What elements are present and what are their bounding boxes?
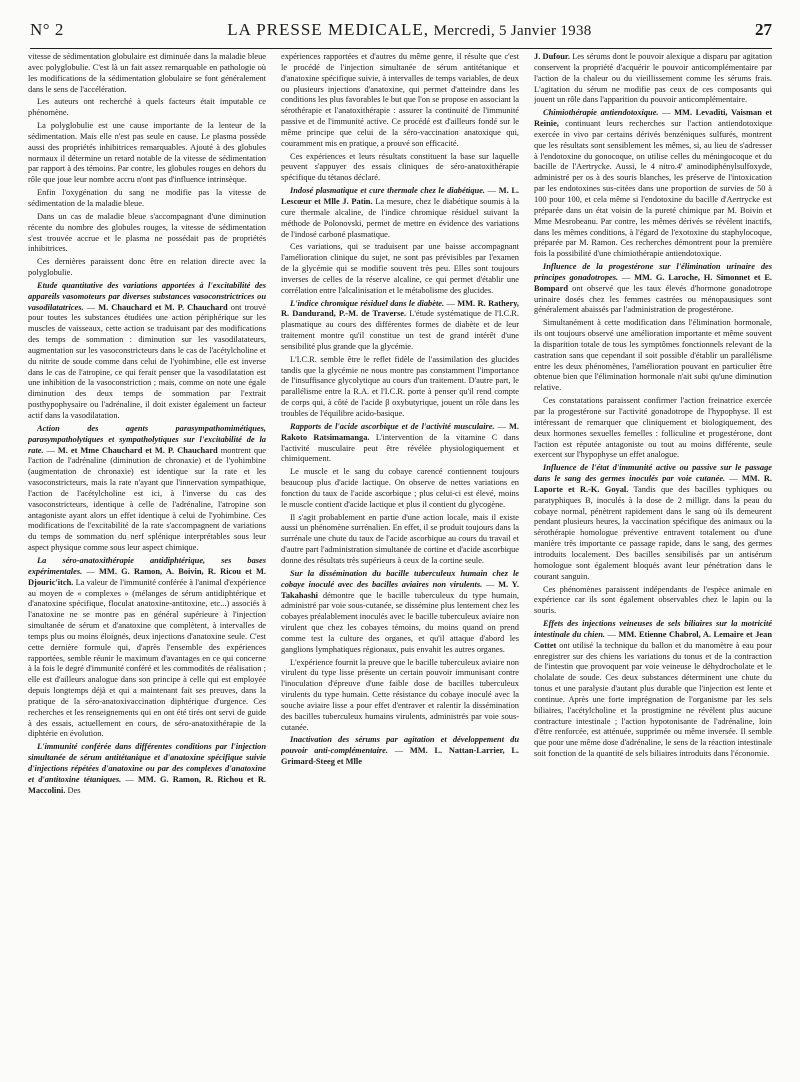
communication-text: L'étude systématique de l'I.C.R. plasmatique au cours des différentes formes de diabète et de leur traitement montre qu'il constitue un test de grand intérêt d'une sensibilité plus grande que la glycémie. xyxy=(281,309,519,351)
communication-title: Rapports de l'acide ascorbique et de l'activité musculaire. xyxy=(290,421,495,431)
paragraph: vitesse de sédimentation globulaire est diminuée dans la maladie bleue avec polyglobulie. C'est là un fait assez remarquable en pathologie où les modifications de la sédimentation globulaire se font généralement dans le sens de l'accélération. xyxy=(28,52,266,94)
column-1 xyxy=(28,52,266,1077)
communication-text: Des xyxy=(67,785,81,795)
paragraph: L'I.C.R. semble être le reflet fidèle de l'assimilation des glucides tandis que la glycémie ne nous montre pas constamment l'importance de l'insuffisance glycolytique au cours d'un traitement. D'autre part, le parallélisme entre la R.A. et l'I.C.R. porte à penser qu'il rend compte de corps qui, à côté de l'acide β oxybutyrique, jouent un rôle dans les troubles de l'équilibre acido-basique. xyxy=(281,354,519,418)
communication-text: continuant leurs recherches sur l'action antiendotoxique exercée in vivo par certains dérivés benzéniques sulfurés, montrent que les résultats sont sensiblement les mêmes, si, au lieu de s'adresser à l'endotoxine du gonocoque, on utilise celles du méningocoque et du bacille de l'Aertrycke. Aussi, le 4 nitro.4' aminodiphénylsulfoxyde, administré per os à des souris blanches, les préserve de l'intoxication par les endotoxines sus-citées dans une proportion de survies de 50 à 100 pour 100, et cela même si l'endotoxine du bacille d'Aertrycke est préparée dans un état voisin de la pureté chimique par M. Boivin et Mme Mesrobeanu. Par contre, les mêmes dérivés se révèlent inactifs, dans les mêmes conditions, à l'égard de l'exotoxine du staphylocoque, préparée par M. Ramon. Ces recherches démontrent pour la première fois la possibilité d'une chimiothérapie antiendotoxique. xyxy=(534,119,772,259)
communication: Action des agents parasympathomimétiques, parasympatholytiques et sympatholytiques sur l'excitabilité de la rate. — M. et Mme Chauchard et M. P. Chauchard montrent que l'action de l'adrénaline (diminution de chronaxie) et de l'yohimbine (augmentation de chronaxie) est identique sur la rate et les vasoconstricteurs, mais la rate n'ayant que l'innervation sympathique, l'action de l'acétylcholine est ici, à l'inverse du cas des vasoconstricteurs, identique à celle de l'adrénaline, l'atropine son antagoniste ayant alors un effet identique à celui de l'yohimbine. Ces modifications de l'excitabilité de la rate s'accompagnent de variations du temps de sommation du nerf splénique interprétables sous leur aspect physique comme sous leur aspect chimique. xyxy=(28,423,266,553)
communication: Sur la dissémination du bacille tuberculeux humain chez le cobaye inoculé avec des bacilles aviaires non virulents. — M. Y. Takahashi démontre que le bacille tuberculeux du type humain, administré par voie sous-cutanée, se dissémine plus lentement chez les cobayes préalablement inoculés avec le bacille tuberculeux aviaire non virulent que chez les cobayes témoins, du moins quand on prend comme test la culture des organes, et qu'il attaque d'abord les ganglions lymphatiques régionaux, puis envahit les autres organes. xyxy=(281,568,519,654)
communication-title: Influence de la progestérone sur l'élimination urinaire des principes gonadotropes. xyxy=(534,262,772,282)
communication-authors: M. Chauchard et M. P. Chauchard xyxy=(98,302,228,312)
paragraph: Les auteurs ont recherché à quels facteurs était imputable ce phénomène. xyxy=(28,97,266,118)
column-3 xyxy=(534,52,772,1077)
page-header xyxy=(30,20,772,49)
communication-authors: MM. Etienne Chabrol, A. Lemaire et Jean Cottet xyxy=(534,629,772,650)
communication-authors: M. Rakoto Ratsimamanga. xyxy=(281,421,519,442)
paragraph: expériences rapportées et d'autres du même genre, il résulte que c'est le procédé de l'injection simultanée de sérum antitétanique et d'anatoxine spécifique suivie, à intervalles de temps variables, de deux ou plusieurs injections d'anatoxine, qui permet d'atteindre dans les conditions les plus favorables le but que l'on se propose en associant la sérothérapie et l'anatoxithérapie : assurer la continuité de l'immunité passive et de l'immunité active. Ce procédé est d'ailleurs fondé sur le même principe que celui de la séro-vaccination anatoxique qui, couramment mis en pratique, a prouvé son efficacité. xyxy=(281,52,519,148)
communication-title: L'immunité conférée dans différentes conditions par l'injection simultanée de sérum antitétanique et d'anatoxine spécifique suivie d'injections répétées d'anatoxine ou par des complexes d'anatoxine et d'antitoxine tétaniques. xyxy=(28,742,266,784)
communication-authors: MM. R. Rathery, R. Dandurand, P.-M. de Traverse. xyxy=(281,298,519,319)
page-number: 27 xyxy=(755,20,772,39)
communication-authors: M. et Mme Chauchard et M. P. Chauchard xyxy=(57,445,218,455)
communication-authors: J. Dufour. xyxy=(534,52,570,61)
communication-authors: MM. G. Ramon, R. Richou et R. Maccolini. xyxy=(28,774,266,795)
communication-text: montrent que l'action de l'adrénaline (diminution de chronaxie) et de l'yohimbine (augmentation de chronaxie) est identique sur la rate et les vasoconstricteurs, mais la rate n'ayant que l'innervation sympathique, l'action de l'acétylcholine est ici, à l'inverse du cas des vasoconstricteurs, identique à celle de l'adrénaline, l'atropine son antagoniste ayant alors un effet identique à celui de l'yohimbine. Ces modifications de l'excitabilité de la rate s'accompagnent de variations du temps de sommation du nerf splénique interprétables sous leur aspect physique comme sous leur aspect chimique. xyxy=(28,445,266,553)
communication-text: ont utilisé la technique du ballon et du manomètre à eau pour enregistrer sur des chiens les variations du tonus et de la contraction de l'intestin que provoquent par voie veineuse le déhydrocholate et le cholalate de soude. Ces deux substances déterminent une chute du tonus et une paralysie d'autant plus durable que l'injection est lente et continue. Après une forte imprégnation de l'organisme par les sels biliaires, l'acétylcholine et la prostigmine ne révèlent plus aucune contracture intestinale ; l'action hypotonisante de l'adrénaline, loin d'être renforcée, est atténuée, supprimée ou même inversée. Il semble que pour une même dose d'adrénaline, le sens de la réaction intestinale soit fonction de la quantité de sels biliaires introduits dans l'économie. xyxy=(534,640,772,759)
paragraph: Ces constatations paraissent confirmer l'action freinatrice exercée par la progestérone sur l'activité gonadotrope de l'hypophyse. Il est intéressant de remarquer que cliniquement et biologiquement, des deux hormones sexuelles femelles : folliculine et progestérone, dont l'action est réputée antagoniste ou tout au moins différente, seule exercent sur l'hypophyse un effet analogue. xyxy=(534,396,772,460)
communication-authors: MM. L. Nattan-Larrier, L. Grimard-Steeg et Mlle xyxy=(281,746,519,767)
communication-title: Chimiothérapie antiendotoxique. xyxy=(543,108,659,118)
article-columns xyxy=(28,52,772,1077)
communication-authors: MM. G. Laroche, H. Simonnet et E. Bompard xyxy=(534,272,772,293)
paragraph: Ces dernières paraissent donc être en relation directe avec la polyglobulie. xyxy=(28,257,266,278)
communication-title: Indosé plasmatique et cure thermale chez le diabétique. xyxy=(290,186,486,196)
communication-title: Sur la dissémination du bacille tuberculeux humain chez le cobaye inoculé avec des bacilles aviaires non virulents. xyxy=(281,568,519,589)
communication: Etude quantitative des variations apportées à l'excitabilité des appareils vasomoteurs par diverses substances vasoconstrictrices ou vasodilatatrices. — M. Chauchard et M. P. Chauchard ont trouvé pour toutes les substances étudiées une action périphérique sur les muscles de vaisseaux, cette action se traduisant par des modifications des temps de sommation : diminution sur les vasodilatateurs, augmentation sur les vasoconstricteurs dans le cas de l'acétylcholine et du nitrite de soude comme dans celui de l'yohimbine, elle est inverse dans le cas de l'atropine, ce qui ferait penser que la vasodilatation est une inhibition de la vasoconstriction ; mais, comme on note une égale diminution des deux temps de sommation par l'extrait posthypophysaire ou l'adrénaline, il doit exister également un facteur actif dans la vasodilatation. xyxy=(28,280,266,420)
communication-title: Effets des injections veineuses de sels biliaires sur la motricité intestinale du chien. xyxy=(534,619,772,639)
issue-date: Mercredi, 5 Janvier 1938 xyxy=(433,23,592,39)
communication-authors: MM. G. Ramon, A. Boivin, R. Ricou et M. Djouric'itch. xyxy=(28,566,266,587)
communication: Indosé plasmatique et cure thermale chez le diabétique. — M. L. Lescœur et Mlle J. Patin. La mesure, chez le diabétique soumis à la cure thermale alcaline, de l'indice chromique résiduel suivant la méthode de Polonovski, permet de mettre en évidence des variations de l'indosé carboné plasmatique. xyxy=(281,186,519,239)
communication: L'immunité conférée dans différentes conditions par l'injection simultanée de sérum antitétanique et d'anatoxine spécifique suivie d'injections répétées d'anatoxine ou par des complexes d'anatoxine et d'antitoxine tétaniques. — MM. G. Ramon, R. Richou et R. Maccolini. Des xyxy=(28,742,266,795)
paragraph: Enfin l'oxygénation du sang ne modifie pas la vitesse de sédimentation de la maladie bleue. xyxy=(28,188,266,208)
communication-title: Inactivation des sérums par agitation et développement du pouvoir anti-complémentaire. xyxy=(281,735,519,756)
communication-text: L'intervention de la vitamine C dans l'activité musculaire peut être révélée physiologiquement et chimiquement. xyxy=(281,432,519,464)
communication-title: L'indice chromique résiduel dans le diabète. xyxy=(290,298,445,308)
paragraph: Ces expériences et leurs résultats constituent la base sur laquelle peuvent s'appuyer des essais cliniques de séro-anatoxithérapie spécifique du tétanos déclaré. xyxy=(281,151,519,183)
communication: Effets des injections veineuses de sels biliaires sur la motricité intestinale du chien. — MM. Etienne Chabrol, A. Lemaire et Jean Cottet ont utilisé la technique du ballon et du manomètre à eau pour enregistrer sur des chiens les variations du tonus et de la contraction de l'intestin que provoquent par voie veineuse le déhydrocholate et le cholalate de soude. Ces deux substances déterminent une chute du tonus et une paralysie d'autant plus durable que l'injection est lente et continue. Après une forte imprégnation de l'organisme par les sels biliaires, l'acétylcholine et la prostigmine ne révèlent plus aucune contracture intestinale ; l'action hypotonisante de l'adrénaline, loin d'être renforcée, est atténuée, supprimée ou même inversée. Il semble que pour une même dose d'adrénaline, le sens de la réaction intestinale soit fonction de la quantité de sels biliaires introduits dans l'économie. xyxy=(534,619,772,759)
communication-authors: MM. R. Laporte et R.-K. Goyal. xyxy=(534,474,772,494)
communication: La séro-anatoxithérapie antidiphtérique, ses bases expérimentales. — MM. G. Ramon, A. Boivin, R. Ricou et M. Djouric'itch. La valeur de l'immunité conférée à l'animal d'expérience au moyen de « complexes » (mélanges de sérum antidiphtérique et d'anatoxine spécifique, floculat anatoxine-antitoxine, etc...) associés à l'anatoxine ne se montre pas en général supérieure à l'injection simultanée de sérum et d'anatoxine que complètent, à intervalles de temps plus ou moins éloignés, deux injections d'anatoxine seule. C'est cette dernière formule qui, d'après l'ensemble des expériences rapportées, semble réunir le maximum d'avantages en ce qui concerne à la fois le degré d'immunité conféré et les commodités de réalisation ; elle est d'ailleurs analogue dans son principe à celle qui est employée depuis longtemps déjà et qui a maintenant fait ses preuves, dans la pratique de la séro-anatoxivaccination diphtérique d'urgence. Ces recherches et les renseignements qui en ont été tirés ont servi de guide à des essais, actuellement en cours, de séro-anatoxithérapie de la diphtérie en évolution. xyxy=(28,555,266,739)
communication: Influence de la progestérone sur l'élimination urinaire des principes gonadotropes. — MM. G. Laroche, H. Simonnet et E. Bompard ont observé que les taux élevés d'hormone gonadotrope urinaire dosés chez les femmes castrées ou ménopausiques sont généralement abaissés par l'administration de progestérone. xyxy=(534,262,772,315)
communication-text: ont observé que les taux élevés d'hormone gonadotrope urinaire dosés chez les femmes castrées ou ménopausiques sont généralement abaissés par l'administration de progestérone. xyxy=(534,283,772,315)
communication-title: Etude quantitative des variations apportées à l'excitabilité des appareils vasomoteurs par diverses substances vasoconstrictrices ou vasodilatatrices. xyxy=(28,280,266,312)
communication-text: La valeur de l'immunité conférée à l'animal d'expérience au moyen de « complexes » (mélanges de sérum antidiphtérique et d'anatoxine spécifique, floculat anatoxine-antitoxine, etc...) associés à l'anatoxine ne se montre pas en général supérieure à l'injection simultanée de sérum et d'anatoxine que complètent, à intervalles de temps plus ou moins éloignés, deux injections d'anatoxine seule. C'est cette dernière formule qui, d'après l'ensemble des expériences rapportées, semble réunir le maximum d'avantages en ce qui concerne à la fois le degré d'immunité conféré et les commodités de réalisation ; elle est d'ailleurs analogue dans son principe à celle qui est employée depuis longtemps déjà et qui a maintenant fait ses preuves, dans la pratique de la séro-anatoxivaccination diphtérique d'urgence. Ces recherches et les renseignements qui en ont été tirés ont servi de guide à des essais, actuellement en cours, de séro-anatoxithérapie de la diphtérie en évolution. xyxy=(28,577,266,739)
column-2 xyxy=(281,52,519,1077)
paragraph: Il s'agit probablement en partie d'une action locale, mais il existe aussi un phénomène surrénalien. En effet, il se produit toujours dans la surrénale une chute du taux de l'acide ascorbique au cours du travail et d'autre part l'administration simultanée de cortine et d'acide ascorbique donne des résultats très supérieurs à ceux de la cortine seule. xyxy=(281,512,519,565)
communication: L'indice chromique résiduel dans le diabète. — MM. R. Rathery, R. Dandurand, P.-M. de Traverse. L'étude systématique de l'I.C.R. plasmatique au cours des différentes formes de diabète et de leur traitement montre qu'il constitue un test de grand intérêt d'une sensibilité plus grande que la glycémie. xyxy=(281,298,519,351)
communication: Rapports de l'acide ascorbique et de l'activité musculaire. — M. Rakoto Ratsimamanga. L'intervention de la vitamine C dans l'activité musculaire peut être révélée physiologiquement et chimiquement. xyxy=(281,421,519,464)
communication-authors: M. Y. Takahashi xyxy=(281,579,519,600)
paragraph: L'expérience fournit la preuve que le bacille tuberculeux aviaire non virulent du type lisse présente un certain pouvoir immunisant contre l'inoculation d'épreuve d'une faible dose de bacilles tuberculeux virulents du type humain. Cette résistance du cobaye inoculé avec la souche aviaire lisse a pour effet d'entraver et ralentir la dissémination des bacilles tuberculeux humains virulents, administrés par voie sous-cutanée. xyxy=(281,657,519,732)
communication: Influence de l'état d'immunité active ou passive sur le passage dans le sang des germes inoculés par voie cutanée. — MM. R. Laporte et R.-K. Goyal. Tandis que des bacilles typhiques ou paratyphiques B, inoculés à la dose de 2 milligr. dans la peau du cobaye normal, pénètrent rapidement dans le sang où ils demeurent pendant plusieurs heures, la vaccination spécifique des animaux ou la sérothérapie homologue préventive entravent totalement ou d'une manière très importante ce passage rapide, dans le sang, des germes introduits localement. Des bacilles sensibilisés par un antisérum homologue sont également bloqués avant leur pénétration dans le courant sanguin. xyxy=(534,463,772,581)
journal-name: LA PRESSE MEDICALE, xyxy=(227,20,430,39)
communication xyxy=(534,52,772,106)
communication-authors: M. L. Lescœur et Mlle J. Patin. xyxy=(281,186,519,206)
communication-text: démontre que le bacille tuberculeux du type humain, administré par voie sous-cutanée, se dissémine plus lentement chez les cobayes préalablement inoculés avec le bacille tuberculeux aviaire non virulent que chez les cobayes témoins, du moins quand on prend comme test la culture des organes, et qu'il attaque d'abord les ganglions lymphatiques régionaux, puis envahit les autres organes. xyxy=(281,590,519,654)
issue-number: N° 2 xyxy=(30,20,64,39)
communication-text: ont trouvé pour toutes les substances étudiées une action périphérique sur les muscles de vaisseaux, cette action se traduisant par des modifications des temps de sommation : diminution sur les vasodilatateurs, augmentation sur les vasoconstricteurs dans le cas de l'acétylcholine et du nitrite de soude comme dans celui de l'yohimbine, elle est inverse dans le cas de l'atropine, ce qui ferait penser que la vasodilatation est une inhibition de la vasoconstriction ; mais, comme on note une égale diminution des deux temps de sommation par l'extrait posthypophysaire ou l'adrénaline, il doit exister également un facteur actif dans la vasodilatation. xyxy=(28,302,266,420)
communication: Inactivation des sérums par agitation et développement du pouvoir anti-complémentaire. — MM. L. Nattan-Larrier, L. Grimard-Steeg et Mlle xyxy=(281,735,519,767)
paragraph: Dans un cas de maladie bleue s'accompagnant d'une diminution récente du nombre des globules rouges, la vitesse de sédimentation s'est trouvée accrue et le plasma ne possédait pas de propriétés inhibitrices. xyxy=(28,211,266,254)
paragraph: Simultanément à cette modification dans l'élimination hormonale, ils ont toujours observé une amélioration importante et même souvent la disparition totale de tous les symptômes fonctionnels relevant de la castration sans que cependant il soit possible d'établir un parallélisme entre les deux phénomènes, l'amélioration pouvant en particulier être obtenue bien que l'élimination hormonale n'ait subi qu'une diminution relative. xyxy=(534,318,772,393)
paragraph: La polyglobulie est une cause importante de la lenteur de la sédimentation. Mais elle n'est pas seule en cause. Le plasma possède aussi des propriétés inhibitrices remarquables. Ajouté à des globules normaux il détermine un retard notable de la vitesse de sédimentation par rapport à des témoins. Par contre, les globules rouges en dehors du rôle que joue leur nombre accru n'ont pas d'influence intrinsèque. xyxy=(28,121,266,185)
paragraph: Ces phénomènes paraissent indépendants de l'espèce animale en expérience car ils sont également observables chez le lapin ou la souris. xyxy=(534,584,772,616)
communication-title: Action des agents parasympathomimétiques, parasympatholytiques et sympatholytiques sur l'excitabilité de la rate. xyxy=(28,423,266,455)
communication-text: La mesure, chez le diabétique soumis à la cure thermale alcaline, de l'indice chromique résiduel suivant la méthode de Polonovski, permet de mettre en évidence des variations de l'indosé carboné plasmatique. xyxy=(281,196,519,239)
communication-authors: MM. Levaditi, Vaisman et Reinie, xyxy=(534,108,772,129)
paragraph: Le muscle et le sang du cobaye carencé contiennent toujours beaucoup plus d'acide lactique. On observe de nettes variations en fonction du taux de l'acide ascorbique ; plus celui-ci est élevé, moins le muscle contient d'acide lactique et plus il contient du glycogène. xyxy=(281,467,519,509)
communication-text: Les sérums dont le pouvoir alexique a disparu par agitation conservent la propriété d'acquérir le pouvoir anticomplémentaire par l'action de la chaleur ou du vieillissement comme les sérums frais. L'agitation du sérum ne modifie pas ceux de ces composants qui jouent un rôle dans l'apparition du pouvoir anticomplémentaire. xyxy=(534,52,772,105)
journal-title-line xyxy=(227,20,591,40)
communication-title: Influence de l'état d'immunité active ou passive sur le passage dans le sang des germes inoculés par voie cutanée. xyxy=(534,463,772,484)
communication-text: Tandis que des bacilles typhiques ou paratyphiques B, inoculés à la dose de 2 milligr. dans la peau du cobaye normal, pénètrent rapidement dans le sang où ils demeurent pendant plusieurs heures, la vaccination spécifique des animaux ou la sérothérapie homologue préventive entravent totalement ou d'une manière très importante ce passage rapide, dans le sang, des germes introduits localement. Des bacilles sensibilisés par un antisérum homologue sont également bloqués avant leur pénétration dans le courant sanguin. xyxy=(534,484,772,581)
communication-title: La séro-anatoxithérapie antidiphtérique, ses bases expérimentales. xyxy=(28,555,266,576)
communication: Chimiothérapie antiendotoxique. — MM. Levaditi, Vaisman et Reinie, continuant leurs recherches sur l'action antiendotoxique exercée in vivo par certains dérivés benzéniques sulfurés, montrent que les résultats sont sensiblement les mêmes, si, au lieu de s'adresser à l'endotoxine du gonocoque, on utilise celles du méningocoque et du bacille de l'Aertrycke. Aussi, le 4 nitro.4' aminodiphénylsulfoxyde, administré per os à des souris blanches, les préserve de l'intoxication par les endotoxines sus-citées dans une proportion de survies de 50 à 100 pour 100, et cela même si l'endotoxine du bacille d'Aertrycke est préparée dans un état voisin de la pureté chimique par M. Boivin et Mme Mesrobeanu. Par contre, les mêmes dérivés se révèlent inactifs, dans les mêmes conditions, à l'égard de l'exotoxine du staphylocoque, préparée par M. Ramon. Ces recherches démontrent pour la première fois la possibilité d'une chimiothérapie antiendotoxique. xyxy=(534,108,772,259)
paragraph: Ces variations, qui se traduisent par une baisse accompagnant l'amélioration clinique du sujet, ne sont pas prévisibles par l'examen de la glycémie qui se modifie souvent très peu. Elles sont toujours inverses de celles de la réserve alcaline, ce qui permet d'établir une corrélation entre l'alcalinisation et le métabolisme des glucides. xyxy=(281,242,519,295)
